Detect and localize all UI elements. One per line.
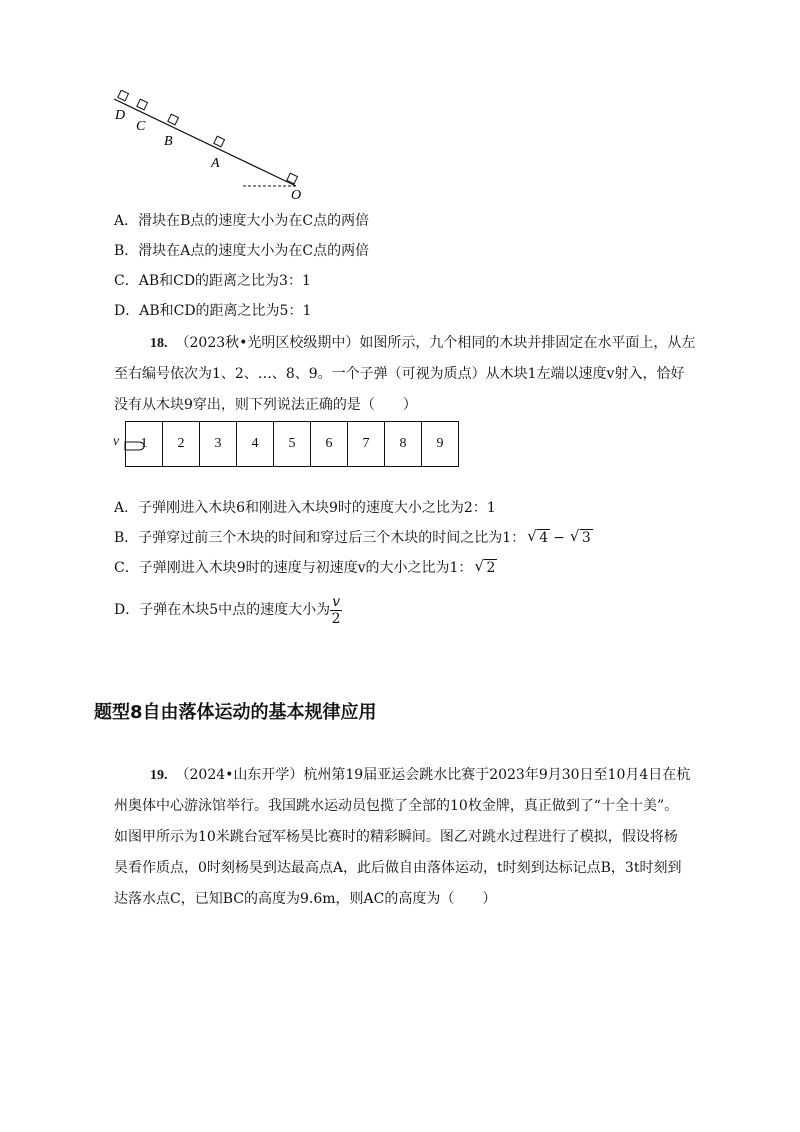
wood-block: 5 [273, 421, 311, 467]
q19-number: 19. [150, 768, 168, 783]
q19-line-5: 达落水点C，已知BC的高度为9.6m，则AC的高度为（ ） [114, 891, 497, 907]
wood-block: 9 [421, 421, 459, 467]
slider-block-a [214, 136, 225, 147]
q18-option-b-text: B．子弹穿过前三个木块的时间和穿过后三个木块的时间之比为1： [114, 530, 526, 546]
q19-line-3: 如图甲所示为10米跳台冠军杨昊比赛时的精彩瞬间。图乙对跳水过程进行了模拟，假设将杨 [114, 829, 678, 845]
label-d: D [115, 108, 126, 123]
q18-option-c [114, 558, 497, 578]
section-title: 题型8自由落体运动的基本规律应用 [94, 702, 377, 723]
q18-option-b [114, 528, 593, 548]
sqrt-2: √ 2 [474, 558, 497, 578]
q18-option-c-text: C．子弹刚进入木块9时的速度与初速度v的大小之比为1： [114, 560, 473, 576]
label-c: C [136, 119, 146, 134]
q18-number: 18. [150, 336, 168, 351]
q19-text-1: （2024•山东开学）杭州第19届亚运会跳水比赛于2023年9月30日至10月4日在杭 [175, 767, 691, 783]
wood-block: 8 [384, 421, 422, 467]
wood-block: 3 [199, 421, 237, 467]
slider-block-d [118, 90, 129, 101]
q17-option-b: B．滑块在A点的速度大小为在C点的两倍 [114, 243, 370, 259]
label-b: B [164, 134, 173, 149]
slider-block-b [168, 114, 179, 125]
q18-line-2: 至右编号依次为1、2、…、8、9。一个子弹（可视为质点）从木块1左端以速度v射入，恰好 [114, 366, 685, 382]
wood-block: 2 [162, 421, 200, 467]
incline-line [114, 99, 296, 186]
slider-block-c [137, 99, 148, 110]
q18-line-1 [150, 333, 695, 354]
bullet-velocity-label: v [113, 434, 120, 449]
q17-option-d: D．AB和CD的距离之比为5：1 [114, 303, 312, 319]
sqrt-3: √ 3 [570, 528, 593, 548]
wood-block: 4 [236, 421, 274, 467]
q18-line-3: 没有从木块9穿出，则下列说法正确的是（ ） [114, 397, 417, 413]
label-a: A [211, 156, 220, 171]
q19-line-4: 昊看作质点，0时刻杨昊到达最高点A，此后做自由落体运动，t时刻到达标记点B，3t时刻到 [114, 860, 682, 876]
q17-option-a: A．滑块在B点的速度大小为在C点的两倍 [114, 213, 370, 229]
label-o: O [291, 188, 302, 203]
q18-option-d [114, 593, 342, 627]
q18-option-a: A．子弹刚进入木块6和刚进入木块9时的速度大小之比为2：1 [114, 500, 496, 516]
fraction-v-over-2: $\frac{v}{2}$ [331, 593, 341, 627]
wood-block: 1 [125, 421, 163, 467]
wood-block: 7 [347, 421, 385, 467]
q19-line-2: 州奥体中心游泳馆举行。我国跳水运动员包揽了全部的10枚金牌，真正做到了“十全十美”。 [114, 798, 679, 814]
wood-blocks-row [126, 421, 459, 467]
q18-text-1: （2023秋•光明区校级期中）如图所示，九个相同的木块并排固定在水平面上，从左 [175, 335, 696, 351]
minus-sign: − [553, 530, 565, 546]
q17-option-c: C．AB和CD的距离之比为3：1 [114, 273, 311, 289]
sqrt-4: √ 4 [527, 528, 550, 548]
q19-line-1 [150, 765, 690, 786]
incline-diagram [110, 90, 310, 205]
q18-option-d-text: D．子弹在木块5中点的速度大小为 [114, 602, 331, 618]
wood-block: 6 [310, 421, 348, 467]
